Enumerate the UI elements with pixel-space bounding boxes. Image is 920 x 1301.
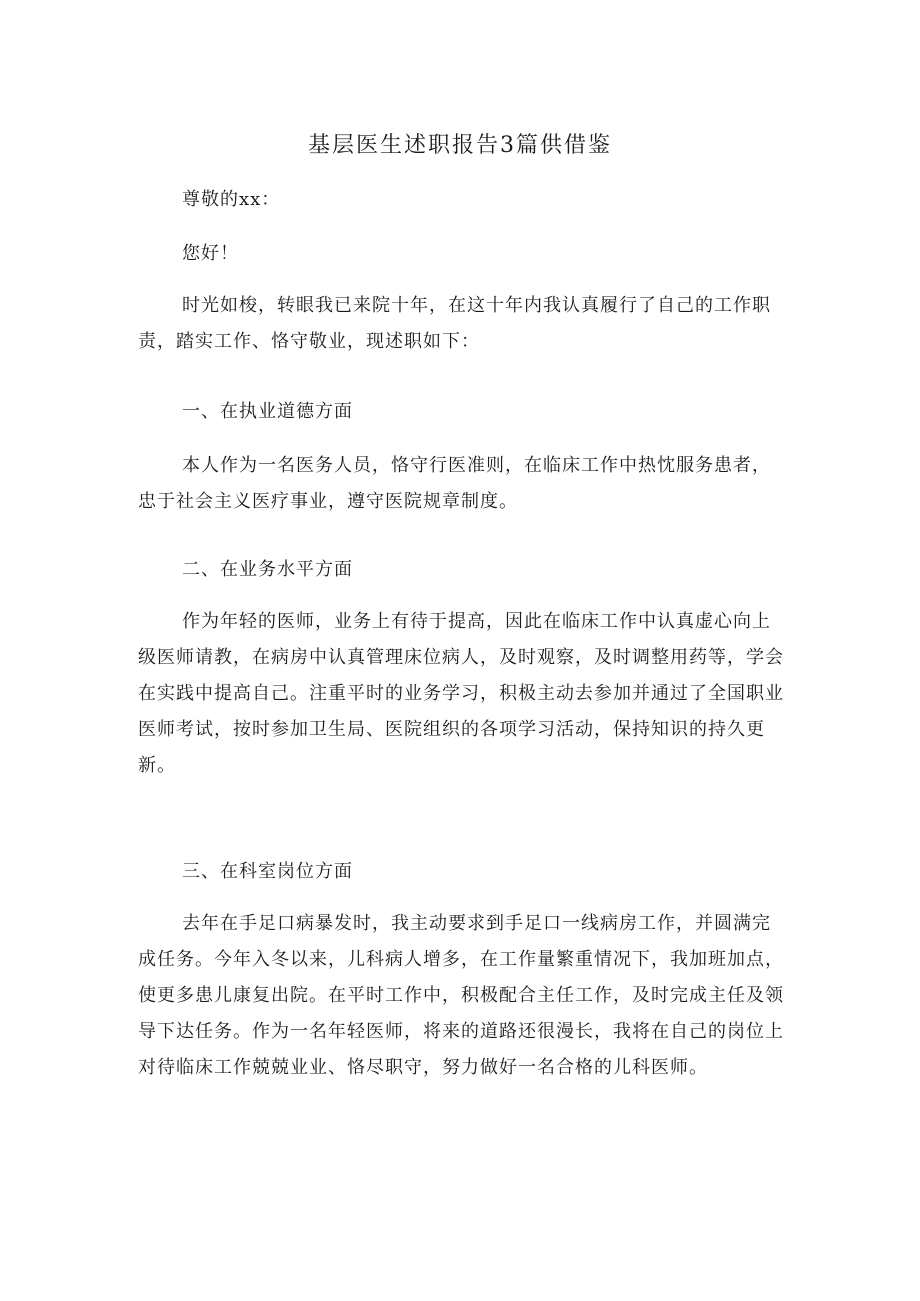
section-heading-skills: 二、在业务水平方面 — [182, 559, 353, 580]
post-paragraph: 去年在手足口病暴发时，我主动要求到手足口一线病房工作，并圆满完成任务。今年入冬以来，儿科病人增多，在工作量繁重情况下，我加班加点，使更多患儿康复出院。在平时工作中，积极配合主任工作，及时完成主任及领导下达任务。作为一名年轻医师，将来的道路还很漫长，我将在自己的岗位上对待临床工作兢兢业业、恪尽职守，努力做好一名合格的儿科医师。 — [138, 913, 784, 1078]
section-heading-post: 三、在科室岗位方面 — [182, 861, 353, 882]
ethics-paragraph: 本人作为一名医务人员，恪守行医准则，在临床工作中热忱服务患者，忠于社会主义医疗事业，遵守医院规章制度。 — [138, 455, 771, 512]
intro-paragraph: 时光如梭，转眼我已来院十年，在这十年内我认真履行了自己的工作职责，踏实工作、恪守敬业，现述职如下： — [138, 295, 771, 352]
skills-paragraph: 作为年轻的医师，业务上有待于提高，因此在临床工作中认真虚心向上级医师请教，在病房中认真管理床位病人，及时观察，及时调整用药等，学会在实践中提高自己。注重平时的业务学习，积极主动去参加并通过了全国职业医师考试，按时参加卫生局、医院组织的各项学习活动，保持知识的持久更新。 — [138, 611, 784, 776]
section-heading-ethics: 一、在执业道德方面 — [182, 401, 353, 422]
greeting: 您好！ — [182, 243, 239, 264]
salutation: 尊敬的xx： — [182, 189, 281, 210]
document-title: 基层医生述职报告3篇供借鉴 — [308, 133, 612, 158]
